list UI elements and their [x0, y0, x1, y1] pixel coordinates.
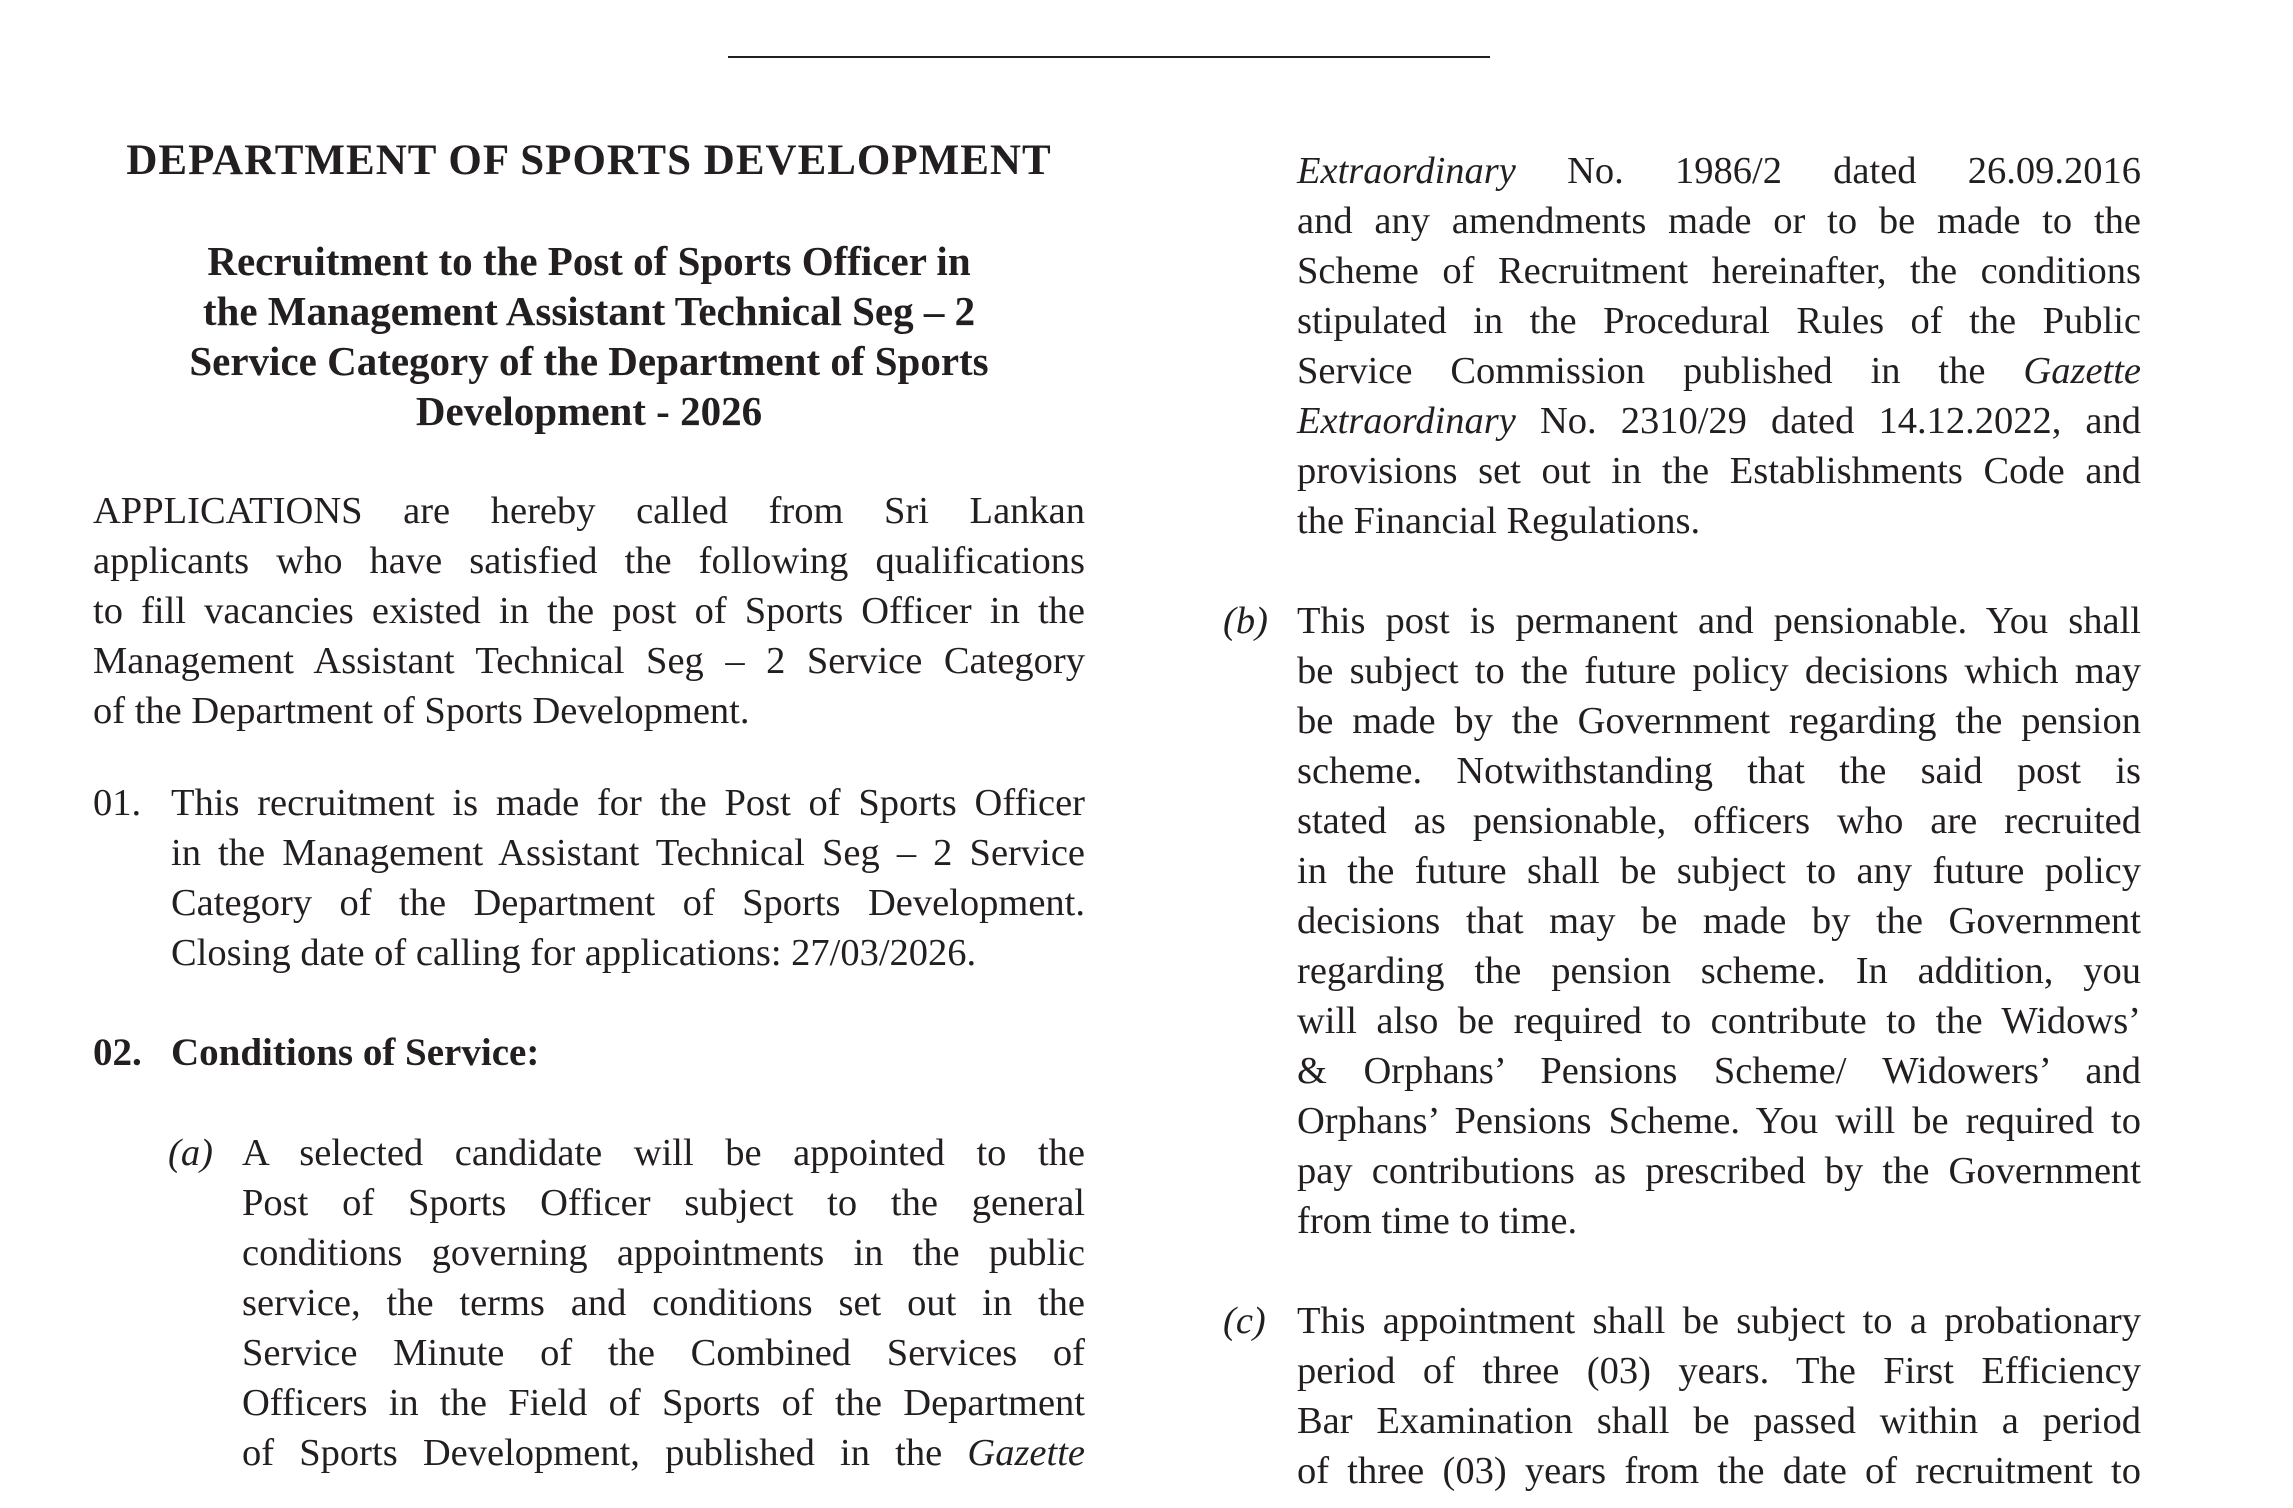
text-line: will also be required to contribute to the Widows’	[1297, 1000, 2141, 1042]
section-number-02: 02.	[93, 1031, 142, 1074]
subsection-b-body	[1297, 596, 2141, 1246]
intro-paragraph	[93, 486, 1085, 736]
text-line: service, the terms and conditions set out in the	[242, 1282, 1085, 1324]
section-02-title: Conditions of Service:	[171, 1031, 540, 1074]
text-line: Scheme of Recruitment hereinafter, the conditions	[1297, 250, 2141, 292]
text-line: Post of Sports Officer subject to the general	[242, 1182, 1085, 1224]
text-line: the Financial Regulations.	[1297, 500, 1701, 542]
text-line: Officers in the Field of Sports of the Department	[242, 1382, 1085, 1424]
text-run: No. 2310/29 dated 14.12.2022, and	[1539, 400, 2142, 442]
notice-title	[93, 236, 1085, 436]
text-line: in the Management Assistant Technical Seg – 2 Service	[171, 832, 1085, 874]
subsection-label-a: (a)	[168, 1132, 213, 1174]
title-line: the Management Assistant Technical Seg – 2	[202, 288, 976, 334]
text-line: from time to time.	[1297, 1200, 1578, 1242]
italic-run: Extraordinary	[1297, 150, 1516, 192]
text-line: applicants who have satisfied the following qualifications	[93, 540, 1085, 582]
title-line: Service Category of the Department of Sports	[189, 338, 989, 384]
text-line: & Orphans’ Pensions Scheme/ Widowers’ and	[1297, 1050, 2141, 1092]
text-line: of the Department of Sports Development.	[93, 690, 750, 732]
text-line: stated as pensionable, officers who are recruited	[1297, 800, 2141, 842]
text-line: APPLICATIONS are hereby called from Sri Lankan	[93, 490, 1085, 532]
text-line: in the future shall be subject to any future policy	[1297, 850, 2141, 892]
text-line: pay contributions as prescribed by the Government	[1297, 1150, 2141, 1192]
text-line: This post is permanent and pensionable. You shall	[1297, 600, 2141, 642]
text-line: A selected candidate will be appointed to the	[242, 1132, 1085, 1174]
text-line	[1297, 146, 2141, 196]
subsection-a-continued	[1297, 146, 2141, 546]
text-line: scheme. Notwithstanding that the said post is	[1297, 750, 2141, 792]
text-run: of Sports Development, published in the	[242, 1432, 943, 1474]
text-line: provisions set out in the Establishments Code and	[1297, 450, 2141, 492]
section-01-body	[171, 778, 1085, 978]
italic-run: Gazette	[2023, 350, 2142, 392]
text-line: This appointment shall be subject to a probationary	[1297, 1300, 2141, 1342]
text-line	[1297, 396, 2141, 446]
department-heading: DEPARTMENT OF SPORTS DEVELOPMENT	[126, 137, 1052, 184]
text-line: Bar Examination shall be passed within a period	[1297, 1400, 2141, 1442]
subsection-c-body	[1297, 1296, 2141, 1496]
text-line	[242, 1428, 1085, 1478]
text-line	[1297, 346, 2141, 396]
text-line: Closing date of calling for applications: 27/03/2026.	[171, 932, 977, 974]
italic-run: Gazette	[967, 1432, 1085, 1474]
text-line: regarding the pension scheme. In addition, you	[1297, 950, 2141, 992]
text-line: Orphans’ Pensions Scheme. You will be required to	[1297, 1100, 2141, 1142]
top-divider-rule	[728, 56, 1490, 58]
text-line: conditions governing appointments in the public	[242, 1232, 1085, 1274]
text-line: to fill vacancies existed in the post of Sports Officer in the	[93, 590, 1085, 632]
text-line: Management Assistant Technical Seg – 2 Service Category	[93, 640, 1085, 682]
text-line: of three (03) years from the date of recruitment to	[1297, 1450, 2141, 1492]
subsection-label-b: (b)	[1223, 600, 1268, 642]
text-line: period of three (03) years. The First Efficiency	[1297, 1350, 2141, 1392]
italic-run: Extraordinary	[1297, 400, 1516, 442]
text-line: be subject to the future policy decisions which may	[1297, 650, 2141, 692]
text-line: decisions that may be made by the Government	[1297, 900, 2141, 942]
text-line: and any amendments made or to be made to the	[1297, 200, 2141, 242]
text-line: Service Minute of the Combined Services of	[242, 1332, 1085, 1374]
subsection-label-c: (c)	[1223, 1300, 1266, 1342]
text-run: No. 1986/2 dated 26.09.2016	[1567, 150, 2142, 192]
subsection-a-body	[242, 1128, 1085, 1478]
section-number-01: 01.	[93, 782, 142, 824]
text-line: be made by the Government regarding the pension	[1297, 700, 2141, 742]
text-line: This recruitment is made for the Post of Sports Officer	[171, 782, 1085, 824]
title-line: Recruitment to the Post of Sports Officer in	[207, 238, 971, 284]
text-run: Service Commission published in the	[1297, 350, 1986, 392]
title-line: Development - 2026	[415, 388, 763, 434]
text-line: stipulated in the Procedural Rules of the Public	[1297, 300, 2141, 342]
text-line: Category of the Department of Sports Development.	[171, 882, 1085, 924]
